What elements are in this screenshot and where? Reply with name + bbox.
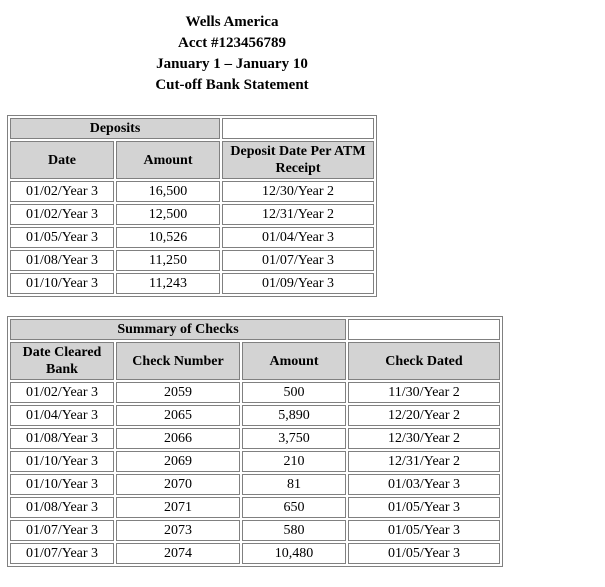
table-cell: 01/04/Year 3 <box>10 405 114 426</box>
table-cell: 2059 <box>116 382 240 403</box>
table-cell: 5,890 <box>242 405 346 426</box>
table-cell: 12/31/Year 2 <box>348 451 500 472</box>
table-cell: 01/05/Year 3 <box>348 543 500 564</box>
column-header: Date <box>10 141 114 179</box>
table-cell: 3,750 <box>242 428 346 449</box>
table-cell: 01/07/Year 3 <box>222 250 374 271</box>
table-row <box>10 543 500 564</box>
table-cell: 01/02/Year 3 <box>10 181 114 202</box>
table-cell: 2070 <box>116 474 240 495</box>
table-cell: 01/10/Year 3 <box>10 273 114 294</box>
table-cell: 01/02/Year 3 <box>10 382 114 403</box>
column-header: Check Number <box>116 342 240 380</box>
table-cell: 01/08/Year 3 <box>10 250 114 271</box>
table-cell: 16,500 <box>116 181 220 202</box>
deposits-body <box>10 181 374 294</box>
table-cell: 11,243 <box>116 273 220 294</box>
table-cell: 01/08/Year 3 <box>10 428 114 449</box>
table-cell: 2073 <box>116 520 240 541</box>
table-cell: 11/30/Year 2 <box>348 382 500 403</box>
table-cell: 01/04/Year 3 <box>222 227 374 248</box>
table-cell: 01/03/Year 3 <box>348 474 500 495</box>
statement-title: Cut-off Bank Statement <box>155 77 309 93</box>
table-row <box>10 250 374 271</box>
column-header: Amount <box>116 141 220 179</box>
statement-header <box>0 12 464 96</box>
table-cell: 10,480 <box>242 543 346 564</box>
table-cell: 12,500 <box>116 204 220 225</box>
table-row <box>10 428 500 449</box>
table-cell: 01/10/Year 3 <box>10 451 114 472</box>
table-cell: 01/09/Year 3 <box>222 273 374 294</box>
table-cell: 12/30/Year 2 <box>222 181 374 202</box>
table-row <box>10 227 374 248</box>
statement-period: January 1 – January 10 <box>156 56 308 72</box>
bank-name: Wells America <box>185 14 279 30</box>
table-row <box>10 451 500 472</box>
table-cell: 11,250 <box>116 250 220 271</box>
table-cell: 2066 <box>116 428 240 449</box>
account-number: Acct #123456789 <box>178 35 286 51</box>
table-row <box>10 181 374 202</box>
table-cell: 12/30/Year 2 <box>348 428 500 449</box>
table-cell: 01/05/Year 3 <box>348 497 500 518</box>
deposits-table <box>7 115 377 297</box>
table-cell: 12/20/Year 2 <box>348 405 500 426</box>
table-row <box>10 204 374 225</box>
table-cell: 2065 <box>116 405 240 426</box>
table-cell: 210 <box>242 451 346 472</box>
checks-title-blank <box>348 319 500 340</box>
table-row <box>10 273 374 294</box>
deposits-title-blank <box>222 118 374 139</box>
table-cell: 2071 <box>116 497 240 518</box>
table-cell: 580 <box>242 520 346 541</box>
checks-table <box>7 316 503 567</box>
column-header: Check Dated <box>348 342 500 380</box>
table-cell: 01/07/Year 3 <box>10 543 114 564</box>
checks-body <box>10 382 500 564</box>
table-cell: 81 <box>242 474 346 495</box>
table-row <box>10 474 500 495</box>
table-cell: 01/07/Year 3 <box>10 520 114 541</box>
checks-title: Summary of Checks <box>10 319 346 340</box>
table-cell: 500 <box>242 382 346 403</box>
table-cell: 01/02/Year 3 <box>10 204 114 225</box>
table-cell: 01/05/Year 3 <box>10 227 114 248</box>
table-cell: 12/31/Year 2 <box>222 204 374 225</box>
table-cell: 2069 <box>116 451 240 472</box>
table-row <box>10 382 500 403</box>
column-header: Amount <box>242 342 346 380</box>
column-header: Deposit Date Per ATM Receipt <box>222 141 374 179</box>
table-row <box>10 405 500 426</box>
table-cell: 2074 <box>116 543 240 564</box>
table-cell: 01/08/Year 3 <box>10 497 114 518</box>
table-row <box>10 497 500 518</box>
table-cell: 650 <box>242 497 346 518</box>
table-cell: 10,526 <box>116 227 220 248</box>
table-cell: 01/05/Year 3 <box>348 520 500 541</box>
table-row <box>10 520 500 541</box>
column-header: Date Cleared Bank <box>10 342 114 380</box>
table-cell: 01/10/Year 3 <box>10 474 114 495</box>
deposits-title: Deposits <box>10 118 220 139</box>
